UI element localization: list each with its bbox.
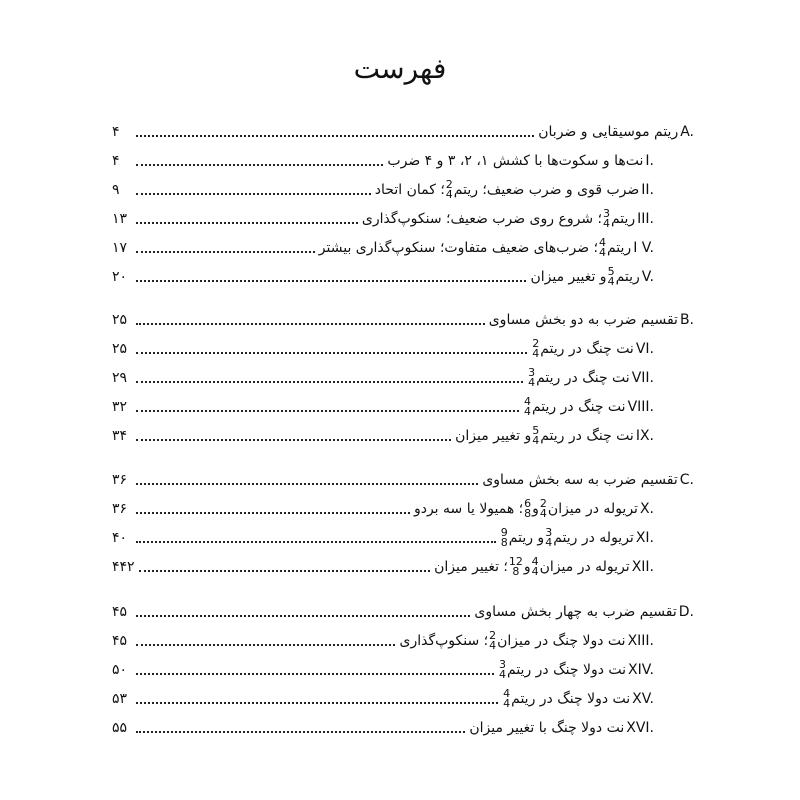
page-number: ۴۴۲ <box>112 559 135 575</box>
dot-leader <box>136 673 494 675</box>
entry-text-after: ؛ تغییر میزان <box>434 559 508 575</box>
time-signature <box>524 499 531 519</box>
entry-number: XIV. <box>628 662 654 678</box>
dot-leader <box>136 541 496 543</box>
entry-text-before: تریوله در میزان <box>547 501 638 517</box>
page-number: ۵۰ <box>112 662 128 678</box>
entry-title <box>538 124 694 140</box>
page-number: ۴۵ <box>112 633 128 649</box>
entry-text-after: و تغییر میزان <box>455 428 532 444</box>
entry-text-middle: و <box>532 501 539 517</box>
entry-number: VI. <box>635 341 654 357</box>
entry-number: XV. <box>632 691 654 707</box>
entry-title <box>530 267 654 287</box>
toc-section-b[interactable] <box>112 306 694 334</box>
time-signature-numerator: 5 <box>532 424 540 437</box>
page-number: ۳۲ <box>112 399 128 415</box>
time-signature-numerator: 4 <box>598 236 606 249</box>
time-signature <box>532 557 539 577</box>
time-signature-denominator: 4 <box>531 565 539 578</box>
time-signature-numerator: 4 <box>503 687 511 700</box>
dot-leader <box>136 251 315 253</box>
page-number: ۲۰ <box>112 269 128 285</box>
toc-section-a[interactable] <box>112 118 694 146</box>
page-number: ۳۶ <box>112 501 128 517</box>
entry-text-before: نت چنگ در ریتم <box>540 428 634 444</box>
time-signature-denominator: 4 <box>545 536 553 549</box>
toc-entry[interactable] <box>112 495 674 523</box>
dot-leader <box>136 323 485 325</box>
page-number: ۴ <box>112 153 120 169</box>
entry-number: I V. <box>633 240 654 256</box>
entry-number: XII. <box>631 559 654 575</box>
page-number: ۴۵ <box>112 604 128 620</box>
page-number: ۴ <box>112 124 120 140</box>
dot-leader <box>136 512 410 514</box>
entry-number: D. <box>678 604 694 620</box>
entry-text: تقسیم ضرب به سه بخش مساوی <box>482 472 678 488</box>
toc-entry[interactable] <box>112 176 674 204</box>
toc-entry[interactable] <box>112 147 674 175</box>
time-signature-denominator: 8 <box>524 507 532 520</box>
toc-entry[interactable] <box>112 524 674 552</box>
entry-text-before: ضرب قوی و ضرب ضعیف؛ ریتم <box>453 182 640 198</box>
time-signature-numerator: 2 <box>532 337 540 350</box>
toc-entry[interactable] <box>112 393 674 421</box>
entry-title <box>469 720 654 736</box>
entry-text-after: ؛ همیولا یا سه بردو <box>413 501 524 517</box>
entry-text-after: ؛ ضرب‌های ضعیف متفاوت؛ سنکوپ‌گذاری بیشتر <box>318 240 598 256</box>
dot-leader <box>136 644 395 646</box>
time-signature <box>528 368 535 388</box>
time-signature-denominator: 4 <box>532 347 540 360</box>
page-number: ۲۵ <box>112 341 128 357</box>
entry-number: XI. <box>635 530 654 546</box>
time-signature-denominator: 4 <box>503 697 511 710</box>
toc-entry[interactable] <box>112 364 674 392</box>
dot-leader <box>136 483 478 485</box>
entry-title <box>523 397 654 417</box>
toc-entry[interactable] <box>112 234 674 262</box>
entry-number: III. <box>637 211 654 227</box>
entry-number: B. <box>679 312 694 328</box>
time-signature-numerator: 6 <box>524 497 532 510</box>
entry-title <box>387 153 654 169</box>
entry-number: VII. <box>631 370 654 386</box>
time-signature-denominator: 4 <box>499 668 507 681</box>
time-signature <box>509 557 523 577</box>
toc-entry[interactable] <box>112 422 674 450</box>
entry-number: C. <box>679 472 694 488</box>
entry-text-after: ؛ سنکوپ‌گذاری <box>399 633 489 649</box>
entry-number: XIII. <box>627 633 654 649</box>
entry-number: V. <box>641 269 654 285</box>
time-signature <box>540 499 547 519</box>
toc-section-c[interactable] <box>112 466 694 494</box>
toc-entry[interactable] <box>112 714 674 742</box>
entry-title <box>414 499 654 519</box>
page-number: ۳۶ <box>112 472 128 488</box>
time-signature <box>599 238 606 258</box>
entry-title <box>498 660 654 680</box>
entry-text: نت دولا چنگ با تغییر میزان <box>469 720 625 736</box>
entry-text-middle: و <box>523 559 531 575</box>
toc-entry[interactable] <box>112 553 674 581</box>
entry-number: VIII. <box>627 399 654 415</box>
time-signature <box>501 528 508 548</box>
time-signature-numerator: 3 <box>528 366 536 379</box>
time-signature-numerator: 3 <box>602 207 610 220</box>
dot-leader <box>136 410 519 412</box>
time-signature <box>603 209 610 229</box>
time-signature <box>532 426 539 446</box>
entry-title <box>489 312 694 328</box>
page-number: ۱۳ <box>112 211 128 227</box>
entry-number: IX. <box>635 428 654 444</box>
entry-text-before: نت چنگ در ریتم <box>536 370 630 386</box>
dot-leader <box>136 381 523 383</box>
time-signature-denominator: 8 <box>512 565 520 578</box>
dot-leader <box>136 164 383 166</box>
entry-number: II. <box>641 182 654 198</box>
toc-section-d[interactable] <box>112 598 694 626</box>
time-signature-numerator: 3 <box>499 658 507 671</box>
entry-title <box>474 604 694 620</box>
entry-text-before: نت چنگ در ریتم <box>531 399 626 415</box>
time-signature-numerator: 12 <box>508 555 523 568</box>
time-signature-numerator: 4 <box>523 395 531 408</box>
time-signature <box>524 397 531 417</box>
page-number: ۲۵ <box>112 312 128 328</box>
time-signature-denominator: 4 <box>598 246 606 259</box>
time-signature-denominator: 4 <box>528 376 536 389</box>
entry-text-before: ریتم <box>615 269 640 285</box>
dot-leader <box>136 439 451 441</box>
entry-number: A. <box>680 124 694 140</box>
entry-text-after: ؛ شروع روی ضرب ضعیف؛ سنکوپ‌گذاری <box>361 211 602 227</box>
toc-entry[interactable] <box>112 263 674 291</box>
time-signature-numerator: 3 <box>545 526 553 539</box>
entry-number: XVI. <box>626 720 654 736</box>
entry-title <box>399 631 654 651</box>
page-number: ۱۷ <box>112 240 128 256</box>
time-signature-denominator: 4 <box>539 507 547 520</box>
toc-entry[interactable] <box>112 205 674 233</box>
dot-leader <box>136 135 534 137</box>
page-number: ۲۹ <box>112 370 128 386</box>
time-signature-denominator: 4 <box>607 275 615 288</box>
dot-leader <box>136 352 527 354</box>
entry-text-before: نت دولا چنگ در میزان <box>497 633 626 649</box>
entry-text: تقسیم ضرب به دو بخش مساوی <box>488 312 678 328</box>
entry-title <box>482 472 694 488</box>
time-signature <box>503 689 510 709</box>
dot-leader <box>136 731 465 733</box>
entry-title <box>319 238 654 258</box>
toc-entry[interactable] <box>112 335 674 363</box>
entry-title <box>375 180 654 200</box>
time-signature-numerator: 9 <box>500 526 508 539</box>
entry-text: تقسیم ضرب به چهار بخش مساوی <box>474 604 677 620</box>
entry-number: I. <box>645 153 654 169</box>
entry-title <box>502 689 654 709</box>
entry-text-after: ؛ کمان اتحاد <box>374 182 445 198</box>
time-signature <box>545 528 552 548</box>
entry-text-before: نت دولا چنگ در ریتم <box>507 662 627 678</box>
toc-entry[interactable] <box>112 685 674 713</box>
entry-text-before: نت دولا چنگ در ریتم <box>511 691 631 707</box>
entry-text-after: و تغییر میزان <box>530 269 607 285</box>
entry-text: ریتم موسیقایی و ضربان <box>538 124 679 140</box>
toc-entry[interactable] <box>112 656 674 684</box>
dot-leader <box>139 570 431 572</box>
dot-leader <box>136 222 358 224</box>
time-signature <box>608 267 615 287</box>
entry-text: نت‌ها و سکوت‌ها با کشش ۱، ۲، ۳ و ۴ ضرب <box>387 153 644 169</box>
time-signature-numerator: 5 <box>607 265 615 278</box>
entry-title <box>455 426 654 446</box>
page-number: ۴۰ <box>112 530 128 546</box>
dot-leader <box>136 193 371 195</box>
entry-title <box>531 339 654 359</box>
entry-text-before: نت چنگ در ریتم <box>540 341 634 357</box>
dot-leader <box>136 615 470 617</box>
page-title: فهرست <box>353 52 447 85</box>
entry-text-before: تریوله در ریتم <box>553 530 634 546</box>
time-signature <box>446 180 453 200</box>
dot-leader <box>136 280 526 282</box>
page-number: ۵۳ <box>112 691 128 707</box>
time-signature-denominator: 8 <box>500 536 508 549</box>
entry-title <box>362 209 654 229</box>
time-signature <box>489 631 496 651</box>
page-number: ۵۵ <box>112 720 128 736</box>
entry-title <box>500 528 654 548</box>
time-signature <box>499 660 506 680</box>
time-signature-denominator: 4 <box>445 188 453 201</box>
entry-title <box>527 368 654 388</box>
dot-leader <box>136 702 498 704</box>
time-signature-denominator: 4 <box>532 434 540 447</box>
entry-number: X. <box>639 501 654 517</box>
time-signature-numerator: 2 <box>539 497 547 510</box>
entry-text-before: تریوله در میزان <box>539 559 630 575</box>
toc-entry[interactable] <box>112 627 674 655</box>
time-signature <box>532 339 539 359</box>
entry-text-before: ریتم <box>610 211 636 227</box>
time-signature-denominator: 4 <box>602 217 610 230</box>
time-signature-denominator: 4 <box>523 405 531 418</box>
time-signature-denominator: 4 <box>489 639 497 652</box>
page-number: ۳۴ <box>112 428 128 444</box>
entry-title <box>434 557 654 577</box>
time-signature-numerator: 4 <box>531 555 539 568</box>
page-number: ۹ <box>112 182 120 198</box>
entry-text-before: ریتم <box>606 240 632 256</box>
entry-text-middle: و ریتم <box>508 530 545 546</box>
time-signature-numerator: 2 <box>489 629 497 642</box>
time-signature-numerator: 2 <box>445 178 453 191</box>
